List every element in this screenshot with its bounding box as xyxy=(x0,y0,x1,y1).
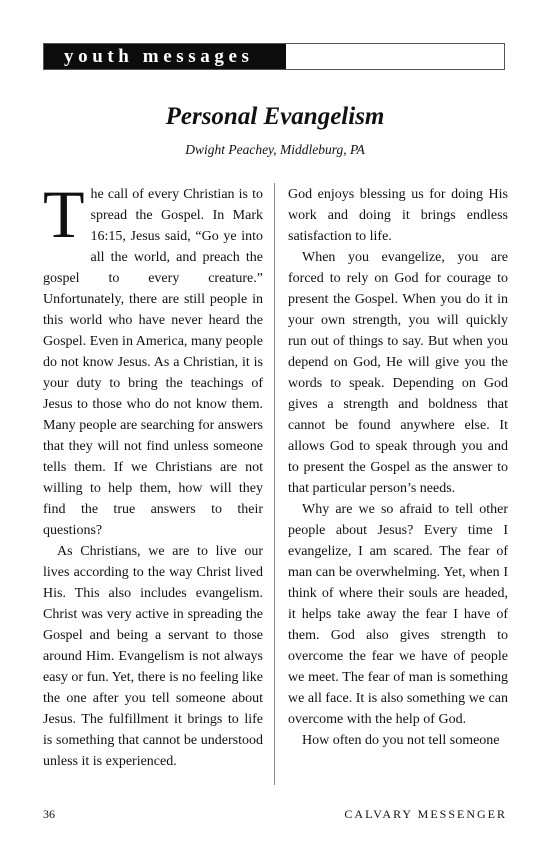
page-number: 36 xyxy=(43,807,55,821)
paragraph-text: he call of every Christian is to spread the Gospel. In Mark 16:15, Jesus said, “Go ye into all the world, and preach the gospel to every creature.” Unfortunately, there are still people in this world who have never heard the Gospel. Even in America, many people do not know Jesus. As a Christian, it is your duty to bring the teachings of Jesus to those who do not know them. Many people are searching for answers that they will not find unless someone tells them. If we Christians are not willing to help them, how will they find the true answers to their questions? xyxy=(43,187,263,538)
article-byline: Dwight Peachey, Middleburg, PA xyxy=(185,142,365,157)
article-column-right xyxy=(288,184,508,751)
paragraph: Why are we so afraid to tell other people about Jesus? Every time I evangelize, I am scared. The fear of man can be overwhelming. Yet, when I think of where their souls are headed, it helps take away the fear I have of them. God also gives strength to overcome the fear we have of people we meet. The fear of man is something we all face. It is also something we can overcome with the help of God. xyxy=(288,502,508,727)
article-column-left xyxy=(43,176,263,772)
article-title: Personal Evangelism xyxy=(165,103,385,130)
paragraph: As Christians, we are to live our lives according to the way Christ lived His. This also includes evangelism. Christ was very active in spreading the Gospel and being a servant to those around Him. Evangelism is not always easy or fun. Yet, there is no feeling like the one after you tell someone about Jesus. The fulfillment it brings to life is something that cannot be understood unless it is experienced. xyxy=(43,544,263,769)
paragraph xyxy=(43,176,263,541)
paragraph: How often do you not tell someone xyxy=(302,733,500,748)
publication-name: CALVARY MESSENGER xyxy=(344,807,507,821)
drop-cap: T xyxy=(43,176,85,252)
column-divider xyxy=(274,183,275,785)
paragraph: God enjoys blessing us for doing His work and doing it brings endless satisfaction to life. xyxy=(288,187,508,244)
paragraph: When you evangelize, you are forced to rely on God for courage to present the Gospel. When you do it in your own strength, you will quickly run out of things to say. But when you depend on God, He will give you the words to speak. Depending on God gives a strength and boldness that cannot be found anywhere else. It allows God to speak through you and to present the Gospel as the answer to that particular person’s needs. xyxy=(288,250,508,496)
section-label: youth messages xyxy=(44,44,286,69)
section-header xyxy=(43,43,505,70)
